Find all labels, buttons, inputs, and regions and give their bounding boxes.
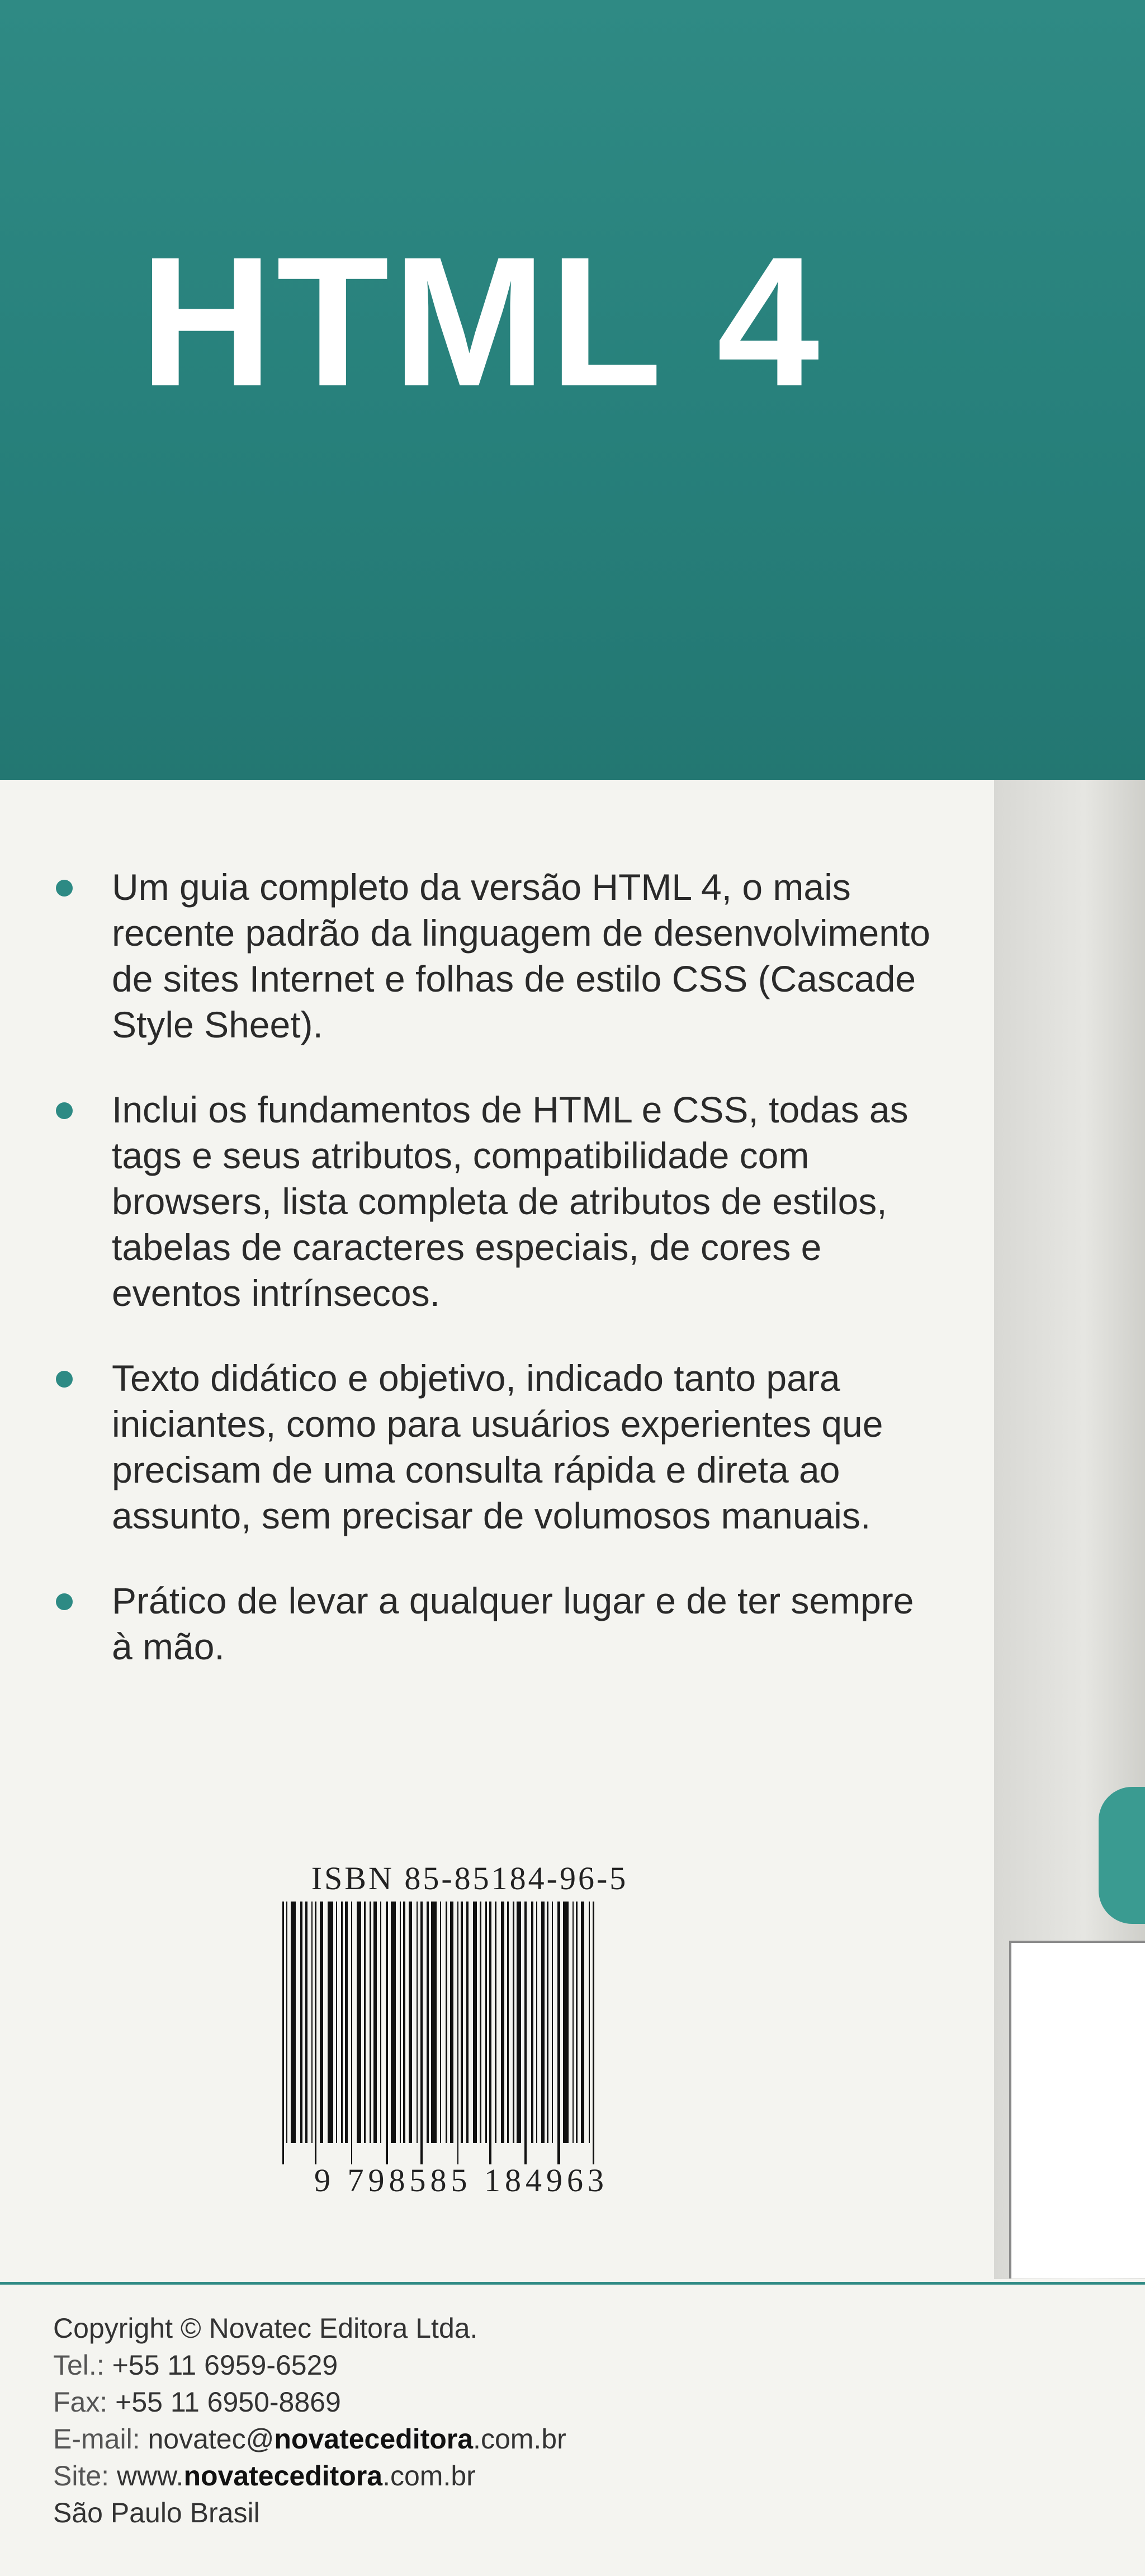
cover-top-band <box>0 0 1145 780</box>
barcode-bar <box>552 1902 553 2143</box>
city: São Paulo <box>53 2497 182 2528</box>
barcode-bar <box>466 1902 468 2143</box>
barcode-bar <box>457 1902 458 2164</box>
barcode-bar <box>501 1902 505 2143</box>
barcode-bar <box>420 1902 422 2164</box>
feature-text: Um guia completo da versão HTML 4, o mais recente padrão da linguagem de desenvolvimento de sites Internet e folhas de estilo CSS (Cascade Style Sheet). <box>112 866 930 1045</box>
barcode-bar <box>557 1902 560 2164</box>
barcode-bar <box>291 1902 296 2143</box>
copyright-line: Copyright © Novatec Editora Ltda. <box>53 2313 478 2344</box>
feature-text: Texto didático e objetivo, indicado tanto para iniciantes, como para usuários experientes que precisam de uma consulta rápida e direta ao assunto, sem precisar de volumosos manuais. <box>112 1357 883 1536</box>
footer-divider <box>0 2282 1145 2285</box>
feature-text: Inclui os fundamentos de HTML e CSS, todas as tags e seus atributos, compatibilidade com browsers, lista completa de atributos de estilos, tabelas de caracteres especiais, de cores e eventos intrínsecos. <box>112 1089 909 1314</box>
feature-item <box>56 1355 939 1539</box>
ean-number: 9 798585 184963 <box>314 2162 608 2198</box>
phone-label: Tel.: <box>53 2349 105 2381</box>
barcode-bar <box>461 1902 463 2143</box>
barcode-bar <box>403 1902 405 2143</box>
barcode-bar <box>357 1902 361 2143</box>
country: Brasil <box>190 2497 260 2528</box>
site-tld: .com.br <box>382 2460 476 2492</box>
barcode-bar <box>320 1902 323 2143</box>
barcode-bar <box>386 1902 388 2164</box>
barcode-bar <box>513 1902 514 2143</box>
barcode-bar <box>541 1902 545 2143</box>
fax-label: Fax: <box>53 2386 108 2418</box>
phone-line <box>53 2347 892 2384</box>
barcode-bar <box>485 1902 487 2143</box>
barcode-bar <box>593 1902 594 2164</box>
bullet-icon <box>56 1593 73 1610</box>
site-domain: novateceditora <box>183 2460 383 2492</box>
barcode-bar <box>311 1902 313 2143</box>
price-label-sticker <box>1009 1941 1145 2278</box>
barcode-bar <box>286 1902 287 2143</box>
barcode-bar <box>409 1902 413 2143</box>
barcode-bar <box>373 1902 377 2143</box>
email-label: E-mail: <box>53 2423 140 2455</box>
barcode-bar <box>440 1902 441 2143</box>
barcode-bar <box>473 1902 477 2143</box>
barcode-bar <box>370 1902 371 2143</box>
barcode-bar <box>480 1902 481 2143</box>
barcode-bar <box>536 1902 537 2143</box>
fax-line <box>53 2384 892 2421</box>
email-domain: novateceditora <box>274 2423 474 2455</box>
book-title: HTML 4 <box>140 218 823 424</box>
barcode-bar <box>547 1902 548 2143</box>
barcode-bars <box>282 1902 646 2164</box>
barcode-bar <box>336 1902 337 2143</box>
barcode-bar <box>315 1902 316 2164</box>
barcode-bar <box>305 1902 307 2143</box>
barcode-bar <box>282 1902 284 2164</box>
barcode-bar <box>417 1902 418 2143</box>
bullet-icon <box>56 1371 73 1388</box>
feature-item <box>56 1578 939 1669</box>
barcode-bar <box>391 1902 396 2143</box>
barcode-bar <box>507 1902 509 2143</box>
email-tld: .com.br <box>473 2423 566 2455</box>
barcode-bar <box>581 1902 584 2143</box>
barcode-bar <box>380 1902 381 2143</box>
barcode-bar <box>563 1902 569 2143</box>
barcode-bar <box>341 1902 343 2143</box>
feature-item <box>56 1087 939 1316</box>
email-user: novatec@ <box>148 2423 275 2455</box>
barcode-bar <box>450 1902 453 2143</box>
site-line <box>53 2457 892 2494</box>
feature-text: Prático de levar a qualquer lugar e de ter sempre à mão. <box>112 1580 914 1667</box>
barcode-bar <box>495 1902 496 2143</box>
bullet-icon <box>56 880 73 897</box>
isbn-number: ISBN 85-85184-96-5 <box>311 1860 628 1896</box>
phone-value: +55 11 6959-6529 <box>112 2349 338 2381</box>
barcode-bar <box>300 1902 302 2143</box>
teal-tab-decoration <box>1099 1787 1145 1924</box>
barcode <box>260 1860 663 2206</box>
barcode-bar <box>400 1902 401 2143</box>
fax-value: +55 11 6950-8869 <box>115 2386 341 2418</box>
barcode-bar <box>328 1902 333 2143</box>
barcode-bar <box>589 1902 590 2143</box>
barcode-bar <box>427 1902 429 2143</box>
feature-list <box>56 864 939 1709</box>
barcode-bar <box>576 1902 578 2143</box>
bullet-icon <box>56 1102 73 1119</box>
feature-item <box>56 864 939 1048</box>
barcode-bar <box>572 1902 574 2143</box>
email-line <box>53 2421 892 2457</box>
site-prefix: www. <box>116 2460 184 2492</box>
publisher-info <box>53 2310 892 2531</box>
barcode-bar <box>489 1902 491 2164</box>
barcode-bar <box>345 1902 347 2143</box>
barcode-bar <box>446 1902 447 2143</box>
barcode-bar <box>351 1902 352 2164</box>
barcode-bar <box>531 1902 533 2143</box>
location-line <box>53 2494 892 2531</box>
barcode-bar <box>431 1902 437 2143</box>
barcode-bar <box>517 1902 522 2143</box>
site-label: Site: <box>53 2460 110 2492</box>
barcode-bar <box>364 1902 366 2143</box>
barcode-bar <box>524 1902 526 2164</box>
